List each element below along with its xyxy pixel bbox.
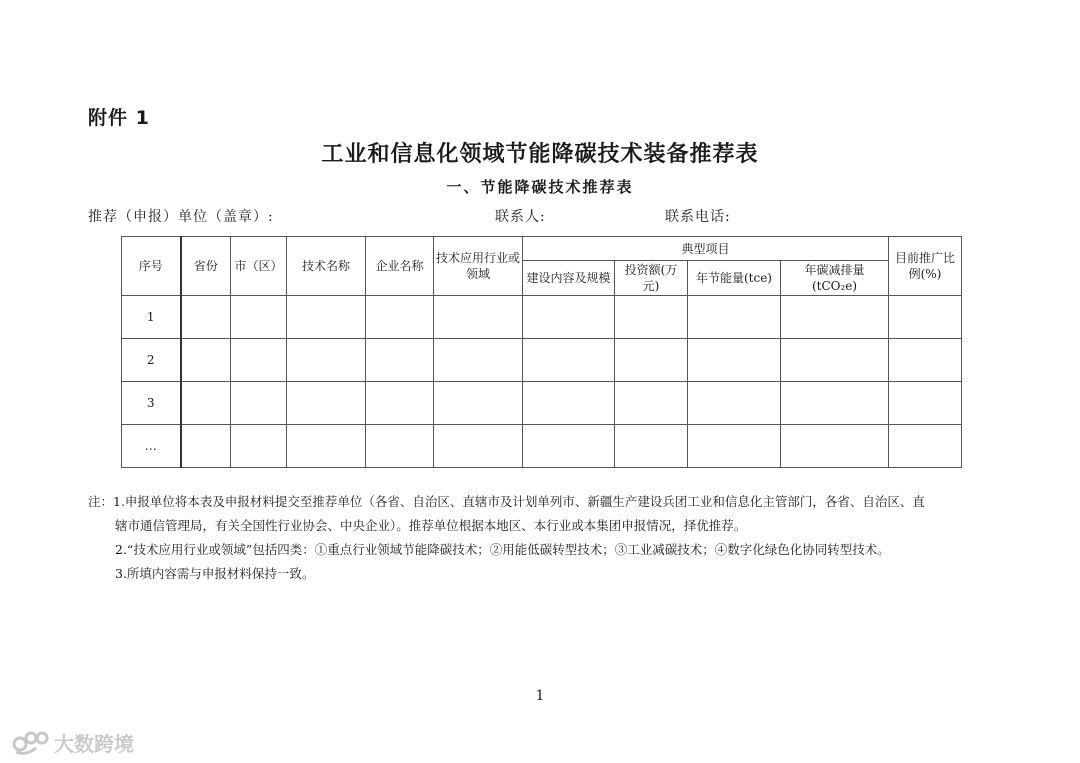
cell-investment[interactable]: [615, 296, 688, 339]
cell-energy-saving[interactable]: [688, 425, 781, 468]
note-2: 2.“技术应用行业或领域”包括四类：①重点行业领域节能降碳技术；②用能低碳转型技术；③工业减碳技术；④数字化绿色化协同转型技术。: [115, 542, 890, 557]
row-seq: …: [122, 425, 181, 468]
cell-city[interactable]: [231, 296, 287, 339]
cell-industry[interactable]: [434, 339, 523, 382]
cell-investment[interactable]: [615, 382, 688, 425]
header-typical-project: 典型项目: [523, 237, 889, 261]
cell-company[interactable]: [366, 382, 434, 425]
table-row: [122, 425, 962, 468]
section-title: 一、节能降碳技术推荐表: [446, 178, 634, 196]
cell-energy-saving[interactable]: [688, 296, 781, 339]
row-seq: 1: [122, 296, 181, 339]
cell-carbon-reduction[interactable]: [781, 339, 889, 382]
document-title: 工业和信息化领域节能降碳技术装备推荐表: [321, 142, 759, 167]
cell-carbon-reduction[interactable]: [781, 382, 889, 425]
cell-carbon-reduction[interactable]: [781, 425, 889, 468]
header-construction: 建设内容及规模: [523, 261, 615, 296]
cell-city[interactable]: [231, 382, 287, 425]
cell-company[interactable]: [366, 425, 434, 468]
cell-construction[interactable]: [523, 339, 615, 382]
note-1-continued: 辖市通信管理局，有关全国性行业协会、中央企业）。推荐单位根据本地区、本行业或本集团申报情况，择优推荐。: [115, 518, 747, 533]
watermark-text: 大数跨境: [54, 732, 134, 756]
header-seq: 序号: [122, 237, 181, 296]
table-row: [122, 382, 962, 425]
cell-energy-saving[interactable]: [688, 339, 781, 382]
cell-investment[interactable]: [615, 339, 688, 382]
row-seq: 3: [122, 382, 181, 425]
cell-investment[interactable]: [615, 425, 688, 468]
contact-label: 联系人:: [495, 209, 546, 225]
watermark: [12, 728, 134, 757]
row-seq: 2: [122, 339, 181, 382]
page-number: 1: [535, 688, 545, 704]
note-3: 3.所填内容需与申报材料保持一致。: [115, 566, 315, 581]
notes: [88, 490, 998, 586]
cell-promotion[interactable]: [889, 382, 962, 425]
cell-energy-saving[interactable]: [688, 382, 781, 425]
cell-construction[interactable]: [523, 382, 615, 425]
header-industry: 技术应用行业或领域: [434, 237, 523, 296]
table-row: [122, 296, 962, 339]
cell-promotion[interactable]: [889, 296, 962, 339]
attachment-label: 附件 1: [88, 107, 150, 129]
header-province: 省份: [181, 237, 231, 296]
header-tech-name: 技术名称: [287, 237, 366, 296]
table-row: [122, 339, 962, 382]
cell-carbon-reduction[interactable]: [781, 296, 889, 339]
cell-industry[interactable]: [434, 382, 523, 425]
header-promotion: 目前推广比例(%): [889, 237, 962, 296]
cell-industry[interactable]: [434, 296, 523, 339]
cell-tech-name[interactable]: [287, 296, 366, 339]
cell-province[interactable]: [181, 339, 231, 382]
cell-promotion[interactable]: [889, 339, 962, 382]
cell-province[interactable]: [181, 382, 231, 425]
unit-label: 推荐（申报）单位（盖章）:: [88, 209, 274, 225]
cell-province[interactable]: [181, 296, 231, 339]
cell-city[interactable]: [231, 425, 287, 468]
cell-promotion[interactable]: [889, 425, 962, 468]
cell-city[interactable]: [231, 339, 287, 382]
header-carbon-reduction: 年碳减排量(tCO₂e): [781, 261, 889, 296]
logo-icon: [12, 730, 50, 756]
cell-tech-name[interactable]: [287, 425, 366, 468]
cell-construction[interactable]: [523, 296, 615, 339]
phone-label: 联系电话:: [665, 209, 731, 225]
cell-industry[interactable]: [434, 425, 523, 468]
cell-tech-name[interactable]: [287, 382, 366, 425]
cell-construction[interactable]: [523, 425, 615, 468]
header-city: 市（区）: [231, 237, 287, 296]
header-investment: 投资额(万元): [615, 261, 688, 296]
cell-company[interactable]: [366, 296, 434, 339]
cell-company[interactable]: [366, 339, 434, 382]
header-energy-saving: 年节能量(tce): [688, 261, 781, 296]
recommendation-table: [121, 236, 962, 468]
cell-tech-name[interactable]: [287, 339, 366, 382]
cell-province[interactable]: [181, 425, 231, 468]
header-company: 企业名称: [366, 237, 434, 296]
note-1: 注：1.申报单位将本表及申报材料提交至推荐单位（各省、自治区、直辖市及计划单列市、新疆生产建设兵团工业和信息化主管部门，各省、自治区、直: [88, 494, 925, 509]
